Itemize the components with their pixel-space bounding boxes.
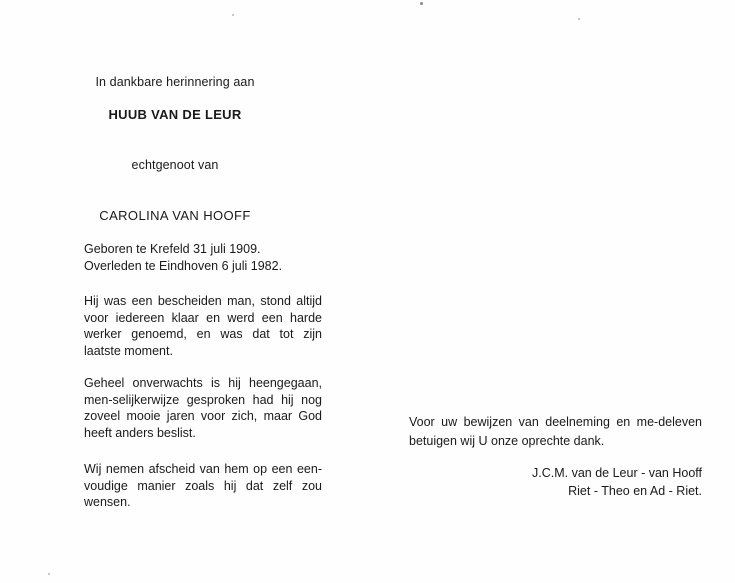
birth-date: Geboren te Krefeld 31 juli 1909. xyxy=(84,242,261,256)
signature-line-2: Riet - Theo en Ad - Riet. xyxy=(568,484,702,498)
thanks-text: Voor uw bewijzen van deelneming en me-deleven betuigen wij U onze oprechte dank. xyxy=(409,415,702,448)
death-date: Overleden te Eindhoven 6 juli 1982. xyxy=(84,258,283,273)
paper-speck xyxy=(420,2,423,5)
spouse-name: CAROLINA VAN HOOFF xyxy=(99,208,251,223)
farewell-paragraph: Wij nemen afscheid van hem op een een-voudige manier zoals hij dat zelf zou wensen. xyxy=(84,462,322,509)
deceased-name: HUUB VAN DE LEUR xyxy=(108,107,242,122)
family-signature xyxy=(409,464,702,500)
paper-speck xyxy=(48,573,50,575)
paper-speck xyxy=(232,14,234,16)
intro-text: In dankbare herinnering aan xyxy=(95,75,255,89)
spouse-intro-text: echtgenoot van xyxy=(131,158,219,172)
character-paragraph: Hij was een bescheiden man, stond altijd voor iedereen klaar en werd een harde werker genoemd, en was dat tot zijn laatste moment. xyxy=(84,294,322,358)
signature-line-1: J.C.M. van de Leur - van Hooff xyxy=(532,466,702,480)
paper-speck xyxy=(578,18,580,20)
life-dates xyxy=(84,241,344,274)
passing-paragraph: Geheel onverwachts is hij heengegaan, men-selijkerwijze gesproken had hij nog zoveel mooie jaren voor zich, maar God heeft anders beslist. xyxy=(84,376,322,440)
